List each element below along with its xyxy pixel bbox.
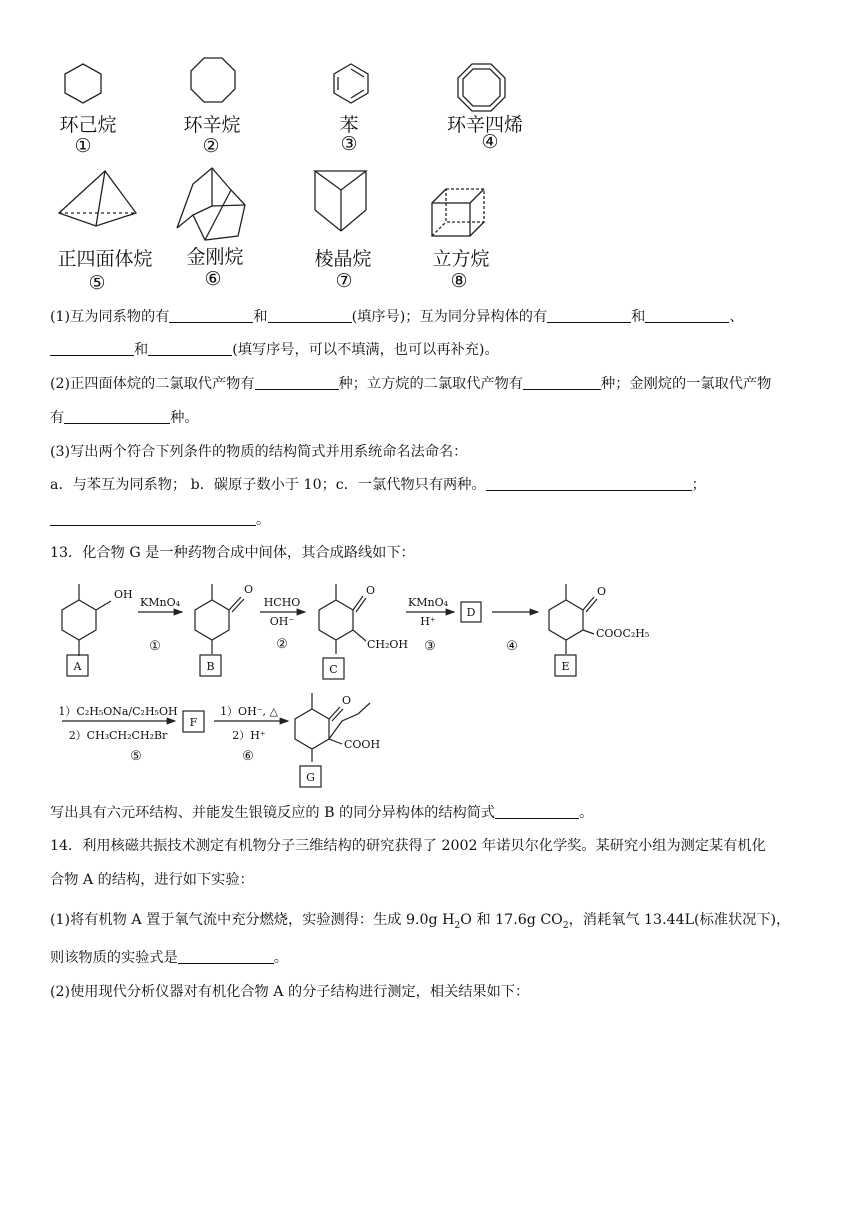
step-number: ④ — [506, 639, 518, 654]
q12-part1-line1: (1)互为同系物的有 和 (填序号)；互为同分异构体的有 和 、 — [50, 309, 744, 325]
reagent-label: 2）H⁺ — [232, 729, 266, 742]
q12-part1-line2: 和 (填写序号，可以不填满，也可以再补充)。 — [50, 340, 499, 360]
cyclooctatetraene-structure — [458, 64, 505, 111]
step-number: ⑤ — [130, 749, 142, 764]
molecule-number: ⑧ — [450, 270, 468, 292]
carbonyl-O-label: O — [342, 694, 352, 707]
answer-blank[interactable] — [169, 308, 253, 323]
reagent-label: OH⁻ — [269, 615, 295, 628]
q14-line1: 14．利用核磁共振技术测定有机物分子三维结构的研究获得了 2002 年诺贝尔化学奖。某研究小组为测定某有机化 — [50, 838, 766, 854]
prismane-structure — [315, 171, 366, 231]
ester-label: COOC₂H₅ — [596, 627, 650, 640]
q14-part1-line2: 则该物质的实验式是 。 — [50, 950, 288, 966]
compound-G-structure — [295, 693, 370, 762]
molecule-label: 环辛烷 — [183, 114, 241, 136]
compound-C-structure — [319, 584, 366, 654]
q13-question: 写出具有六元环结构、并能发生银镜反应的 B 的同分异构体的结构简式 。 — [50, 805, 594, 821]
molecule-number: ⑤ — [88, 272, 106, 294]
reagent-label: 1）OH⁻, △ — [220, 705, 278, 718]
compound-E-structure — [549, 584, 597, 654]
molecule-label: 环己烷 — [59, 114, 117, 136]
step-number: ② — [276, 637, 288, 652]
answer-blank[interactable] — [486, 476, 692, 491]
reagent-label: KMnO₄ — [408, 596, 448, 609]
reagent-label: H⁺ — [420, 615, 436, 628]
compound-F-label: F — [189, 716, 198, 729]
hydroxyl-label: OH — [114, 588, 133, 601]
step-number: ③ — [424, 639, 436, 654]
carbonyl-O-label: O — [597, 585, 607, 598]
tetrahedrane-structure — [59, 171, 136, 226]
answer-blank[interactable] — [148, 341, 232, 356]
compound-B-structure — [195, 584, 244, 654]
molecule-number: ⑦ — [335, 270, 353, 292]
molecule-label: 苯 — [339, 114, 359, 136]
answer-blank[interactable] — [255, 375, 339, 390]
q14-part1-line1: (1)将有机物 A 置于氧气流中充分燃烧，实验测得：生成 9.0g $H_2O$ 和 17.6g $CO_2$，消耗氧气 13.44L(标准状况下)， — [50, 912, 791, 931]
q12-part3-line2: 。 — [50, 510, 270, 530]
answer-blank[interactable] — [547, 308, 631, 323]
molecule-number: ① — [74, 135, 92, 157]
step-number: ① — [149, 639, 161, 654]
reagent-label: KMnO₄ — [140, 596, 180, 609]
q14-part2: (2)使用现代分析仪器对有机化合物 A 的分子结构进行测定，相关结果如下： — [50, 984, 530, 1000]
synthesis-route-scheme — [0, 560, 860, 790]
compound-A-structure — [62, 584, 111, 656]
carbonyl-O-label: O — [244, 583, 254, 596]
cubane-structure — [432, 189, 484, 236]
carboxyl-label: COOH — [344, 738, 381, 751]
reagent-label: 2）CH₃CH₂CH₂Br — [68, 729, 168, 742]
compound-B-label: B — [206, 660, 215, 673]
benzene-structure — [334, 64, 368, 103]
compound-E-label: E — [561, 660, 570, 673]
cyclooctane-structure — [191, 58, 235, 102]
reagent-label: HCHO — [263, 596, 301, 609]
molecule-label: 棱晶烷 — [314, 248, 372, 270]
molecule-label: 立方烷 — [432, 248, 490, 270]
q13-intro: 13．化合物 G 是一种药物合成中间体，其合成路线如下： — [50, 545, 415, 561]
molecule-label: 金刚烷 — [186, 246, 244, 268]
molecule-number: ③ — [340, 133, 358, 155]
reagent-label: 1）C₂H₅ONa/C₂H₅OH — [58, 705, 178, 718]
answer-blank[interactable] — [50, 341, 134, 356]
q12-part2-line1: (2)正四面体烷的二氯取代产物有 种；立方烷的二氯取代产物有 种；金刚烷的一氯取代产物 — [50, 376, 772, 392]
answer-blank[interactable] — [64, 409, 170, 424]
answer-blank[interactable] — [495, 804, 579, 819]
answer-blank[interactable] — [50, 511, 256, 526]
molecule-label: 环辛四烯 — [446, 114, 523, 136]
cyclohexane-structure — [65, 64, 101, 103]
compound-A-label: A — [73, 660, 82, 673]
compound-D-label: D — [466, 606, 476, 619]
ch2oh-label: CH₂OH — [367, 638, 409, 651]
carbonyl-O-label: O — [366, 584, 376, 597]
molecule-number: ⑥ — [204, 268, 222, 290]
molecule-number: ④ — [481, 131, 499, 153]
q12-part3: (3)写出两个符合下列条件的物质的结构简式并用系统命名法命名： — [50, 444, 468, 460]
compound-C-label: C — [329, 663, 338, 676]
molecule-label: 正四面体烷 — [57, 248, 153, 270]
molecule-number: ② — [202, 135, 220, 157]
answer-blank[interactable] — [645, 308, 729, 323]
q12-part3-conditions: a．与苯互为同系物； b．碳原子数小于 10；c．一氯代物只有两种。 ； — [50, 477, 706, 493]
answer-blank[interactable] — [523, 375, 601, 390]
q12-part2-line2: 有 种。 — [50, 410, 199, 426]
answer-blank[interactable] — [178, 949, 274, 964]
adamantane-structure — [177, 168, 245, 240]
step-number: ⑥ — [242, 749, 254, 764]
answer-blank[interactable] — [268, 308, 352, 323]
compound-G-label: G — [306, 771, 315, 784]
q14-line2: 合物 A 的结构，进行如下实验： — [50, 872, 254, 888]
